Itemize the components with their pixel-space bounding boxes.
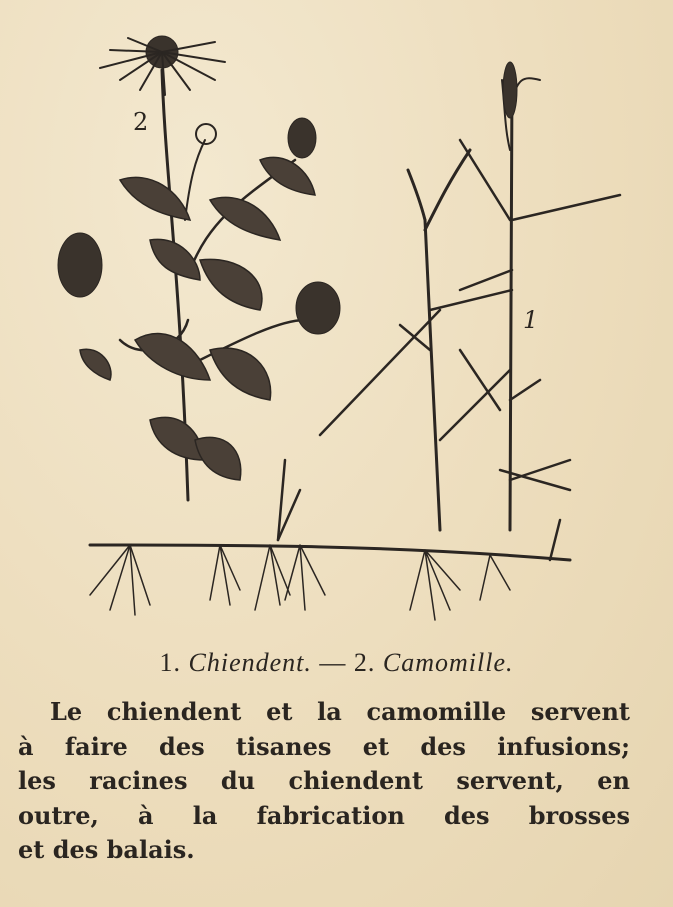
body-line: les racines du chiendent servent, en xyxy=(18,766,630,795)
figure-label-1: 1 xyxy=(523,306,539,334)
figure-caption xyxy=(0,648,673,678)
body-line: à faire des tisanes et des infusions; xyxy=(18,731,630,761)
caption-name-2: Camomille. xyxy=(382,648,514,677)
caption-number-2: 2. xyxy=(353,648,376,677)
body-paragraph xyxy=(18,695,630,868)
caption-number-1: 1. xyxy=(159,648,181,677)
botanical-illustration xyxy=(40,20,640,630)
plant-drawing xyxy=(40,20,640,630)
camomile-plant xyxy=(58,36,340,500)
figure-label-2: 2 xyxy=(133,108,149,136)
caption-name-1: Chiendent. xyxy=(188,648,312,677)
body-line: Le chiendent et la camomille servent xyxy=(50,697,630,726)
body-line: et des balais. xyxy=(18,835,195,864)
caption-dash: — xyxy=(319,648,347,677)
body-line: outre, à la fabrication des brosses xyxy=(18,800,630,830)
